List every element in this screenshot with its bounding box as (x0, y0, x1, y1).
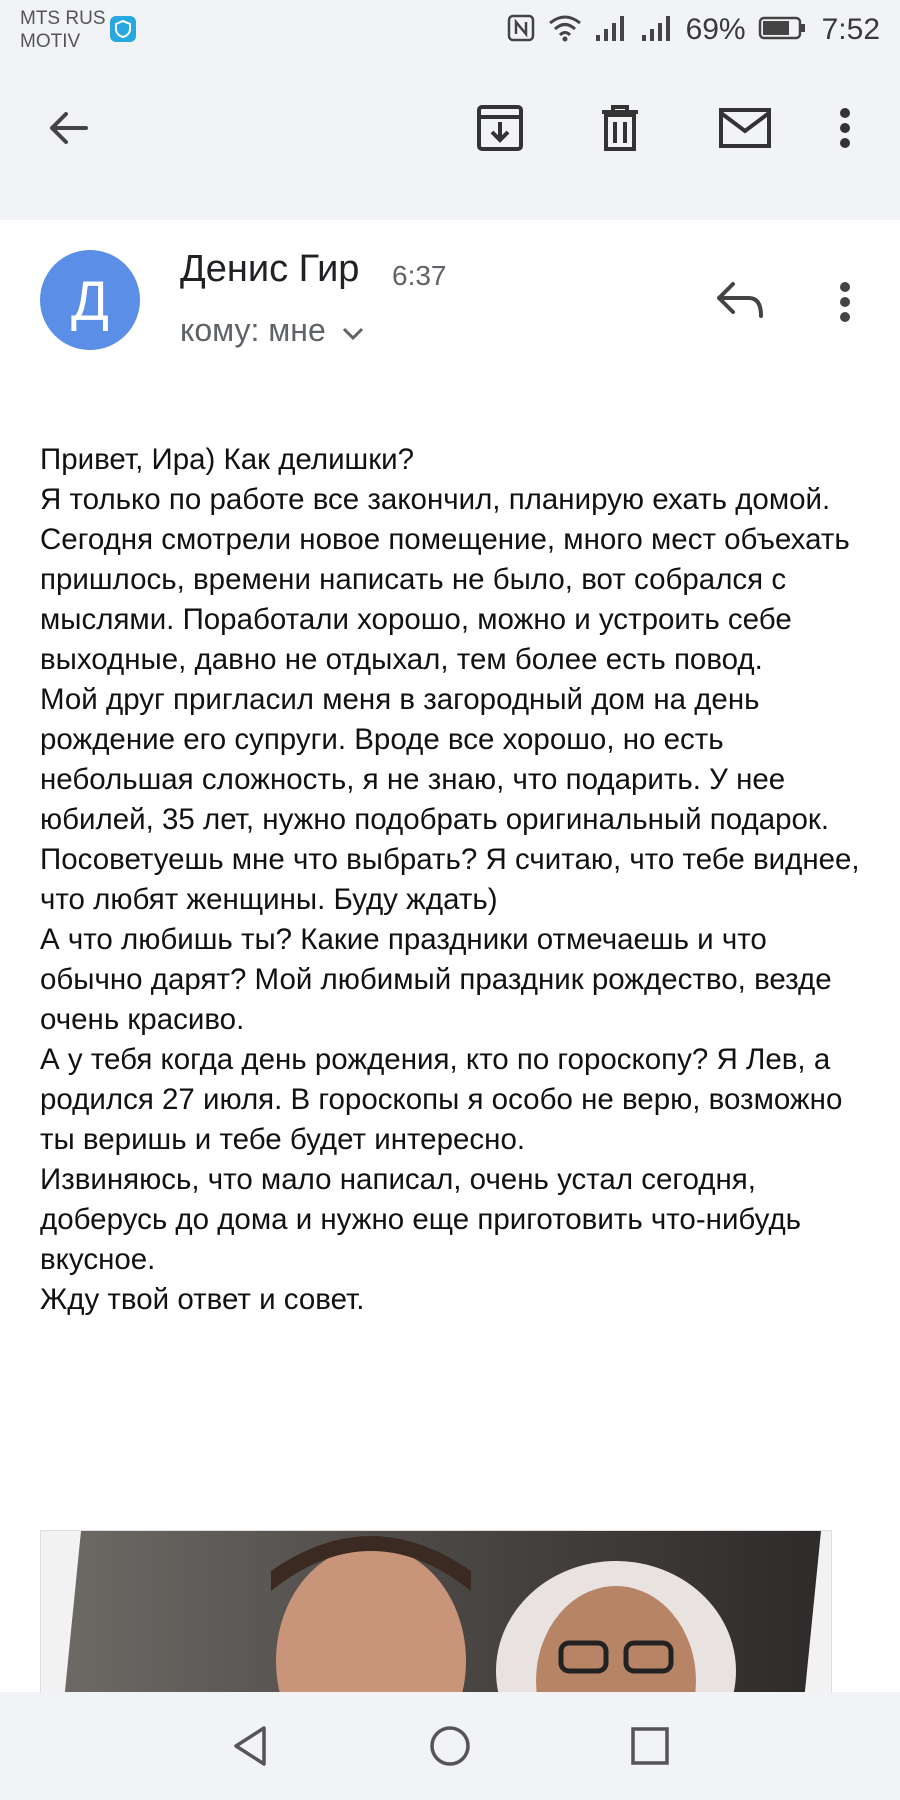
sent-time: 6:37 (392, 260, 447, 291)
chevron-down-icon (342, 312, 364, 349)
nav-back-icon[interactable] (220, 1716, 280, 1776)
signal-icon (640, 13, 674, 48)
mark-unread-icon[interactable] (710, 96, 780, 160)
message-paragraph: Жду твой ответ и совет. (40, 1283, 365, 1316)
avatar[interactable]: Д (40, 250, 140, 350)
carrier-line1: MTS RUS (20, 8, 106, 29)
email-toolbar (0, 58, 900, 220)
signal-icon (594, 13, 628, 48)
sender-name: Денис Гир (180, 248, 360, 290)
battery-icon (758, 15, 806, 46)
nav-recents-icon[interactable] (620, 1716, 680, 1776)
message-paragraph: Я только по работе все закончил, планирую ехать домой. Сегодня смотрели новое помещение, много мест объехать пришлось, времени написать не было, вот собрался с мыслями. Поработали хорошо, можно и устроить себе выходные, давно не отдыхал, тем более есть повод. (40, 483, 850, 676)
message-body (40, 440, 870, 1320)
recipients-toggle[interactable] (180, 312, 364, 349)
message-paragraph: А что любишь ты? Какие праздники отмечаешь и что обычно дарят? Мой любимый праздник рождество, везде очень красиво. (40, 923, 832, 1036)
archive-icon[interactable] (470, 96, 530, 160)
message-paragraph: Извиняюсь, что мало написал, очень устал сегодня, доберусь до дома и нужно еще приготовить что-нибудь вкусное. (40, 1163, 802, 1276)
delete-icon[interactable] (590, 96, 650, 160)
status-icons (506, 10, 880, 50)
vpn-shield-icon (110, 16, 136, 42)
wifi-icon (548, 13, 582, 48)
system-navigation-bar (0, 1692, 900, 1800)
recipients-label: кому: мне (180, 312, 326, 348)
back-arrow-icon[interactable] (38, 98, 98, 158)
more-vert-icon[interactable] (820, 98, 870, 158)
clock: 7:52 (821, 13, 880, 46)
nav-home-icon[interactable] (420, 1716, 480, 1776)
nfc-icon (506, 13, 536, 48)
battery-percent: 69% (685, 13, 746, 46)
message-paragraph: А у тебя когда день рождения, кто по гороскопу? Я Лев, а родился 27 июля. В гороскопы я особо не верю, возможно ты веришь и тебе будет интересно. (40, 1043, 843, 1156)
carrier-name (20, 7, 106, 53)
message-paragraph: Посоветуешь мне что выбрать? Я считаю, что тебе виднее, что любят женщины. Буду ждать) (40, 843, 860, 916)
message-more-icon[interactable] (820, 272, 870, 332)
message-paragraph: Мой друг пригласил меня в загородный дом на день рождение его супруги. Вроде все хорошо, но есть небольшая сложность, я не знаю, что подарить. У нее юбилей, 35 лет, нужно подобрать оригинальный подарок. (40, 683, 830, 836)
carrier-line2: MOTIV (20, 31, 81, 52)
reply-icon[interactable] (712, 272, 768, 328)
status-bar (0, 0, 900, 58)
message-paragraph: Привет, Ира) Как делишки? (40, 443, 415, 476)
